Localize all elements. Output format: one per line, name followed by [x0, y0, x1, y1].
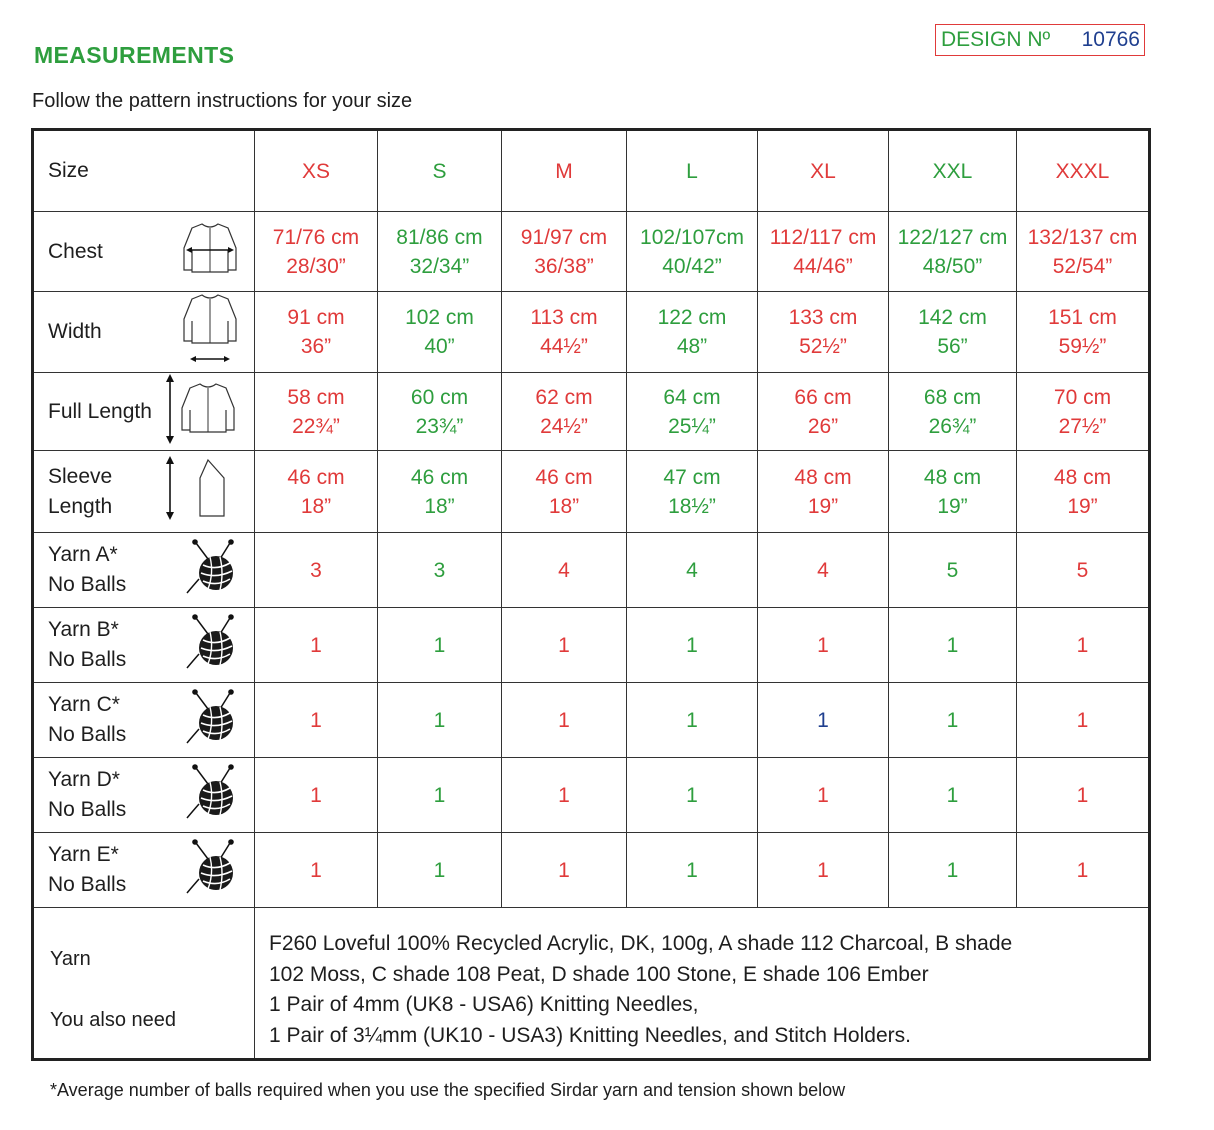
yarn-balls-value: 1 [627, 608, 758, 683]
row-label-cell [33, 833, 255, 908]
size-header-row [33, 130, 1150, 212]
yarn-balls-value: 1 [1017, 683, 1150, 758]
measurement-cell [502, 292, 627, 373]
yarn-balls-value: 1 [502, 758, 627, 833]
yarn-balls-value: 4 [627, 533, 758, 608]
yarn-balls-value: 5 [1017, 533, 1150, 608]
measurement-cell [627, 212, 758, 292]
measurement-value: 151 cm [1048, 306, 1117, 329]
size-header-xxxl: XXXL [1017, 130, 1150, 212]
footnote: *Average number of balls required when you use the specified Sirdar yarn and tension shown below [50, 1080, 846, 1100]
measurement-cell [378, 451, 502, 533]
measurement-value: 48 cm [794, 465, 852, 489]
row-label-line: Width [48, 320, 102, 343]
measurement-value: 47 cm [663, 465, 721, 489]
row-label-line: No Balls [48, 573, 127, 596]
row-label-line: Yarn A* [48, 543, 118, 566]
measurement-cell [255, 212, 378, 292]
measurement-value: 70 cm [1053, 385, 1112, 409]
yarn-details-label-cell [33, 908, 255, 1060]
measurement-cell [627, 373, 758, 451]
yarn-balls-value: 1 [627, 683, 758, 758]
measurement-value: 19” [1067, 494, 1098, 518]
size-header-xxl: XXL [889, 130, 1017, 212]
measurement-row-chest [33, 212, 1150, 292]
measurement-value: 133 cm [788, 306, 858, 329]
design-number-box [935, 24, 1145, 56]
measurement-value: 24½” [540, 414, 588, 438]
measurement-cell [502, 451, 627, 533]
yarn-balls-value: 5 [889, 533, 1017, 608]
measurement-value: 91 cm [287, 306, 345, 329]
yarn-balls-value: 1 [255, 833, 378, 908]
yarn-balls-value: 1 [889, 758, 1017, 833]
row-label [48, 690, 126, 750]
measurement-cell [889, 292, 1017, 373]
measurement-value: 19” [937, 494, 968, 518]
yarn-balls-value: 3 [255, 533, 378, 608]
yarn-balls-value: 1 [889, 833, 1017, 908]
yarn-balls-value: 1 [758, 683, 889, 758]
row-label-cell [33, 212, 255, 292]
row-label [48, 840, 126, 900]
size-header-l: L [627, 130, 758, 212]
row-label-line: No Balls [48, 648, 127, 671]
yarn-balls-value: 4 [758, 533, 889, 608]
yarn-balls-value: 1 [627, 833, 758, 908]
yarn-balls-value: 4 [502, 533, 627, 608]
yarn-details-line: 102 Moss, C shade 108 Peat, D shade 100 Stone, E shade 106 Ember [269, 962, 929, 986]
measurement-value: 48 cm [923, 465, 982, 489]
measurement-value: 64 cm [663, 385, 721, 409]
row-label-line: Length [48, 494, 113, 518]
size-header-xl: XL [758, 130, 889, 212]
row-label-line: No Balls [48, 798, 127, 821]
measurement-value: 46 cm [410, 465, 469, 489]
row-label [48, 765, 126, 825]
measurement-cell [1017, 373, 1150, 451]
row-label-line: No Balls [48, 723, 127, 746]
row-label-line: Sleeve [48, 464, 113, 488]
measurement-value: 68 cm [923, 385, 982, 409]
yarn-balls-value: 1 [1017, 833, 1150, 908]
yarn-ball-icon [184, 762, 242, 828]
design-label: DESIGN Nº [941, 28, 1051, 51]
measurement-value: 44/46” [793, 254, 853, 278]
yarn-balls-value: 1 [255, 608, 378, 683]
measurement-cell [889, 212, 1017, 292]
row-label-line: Yarn B* [48, 618, 119, 641]
chest-measure-icon [180, 220, 240, 284]
measurement-value: 27½” [1058, 414, 1107, 438]
row-label-line: Yarn D* [48, 768, 120, 791]
yarn-balls-row [33, 608, 1150, 683]
measurement-cell [378, 373, 502, 451]
row-label-cell [33, 373, 255, 451]
yarn-balls-value: 1 [627, 758, 758, 833]
measurement-cell [255, 373, 378, 451]
row-label-line: No Balls [48, 873, 127, 896]
measurement-value: 26” [807, 414, 839, 438]
measurement-value: 132/137 cm [1027, 225, 1138, 249]
measurement-cell [758, 212, 889, 292]
yarn-ball-icon [184, 537, 242, 603]
yarn-details-line: F260 Loveful 100% Recycled Acrylic, DK, 100g, A shade 112 Charcoal, B shade [269, 932, 1013, 955]
measurement-cell [758, 451, 889, 533]
measurement-value: 112/117 cm [769, 225, 877, 249]
yarn-balls-value: 1 [758, 758, 889, 833]
row-label-line: Yarn E* [48, 843, 119, 866]
measurement-cell [1017, 292, 1150, 373]
yarn-balls-value: 1 [889, 683, 1017, 758]
row-label-line: Chest [48, 239, 103, 263]
measurement-cell [889, 373, 1017, 451]
yarn-balls-value: 1 [1017, 758, 1150, 833]
yarn-details-line: 1 Pair of 3¼mm (UK10 - USA3) Knitting Needles, and Stitch Holders. [269, 1023, 911, 1047]
row-label-cell [33, 533, 255, 608]
measurement-value: 62 cm [535, 385, 593, 409]
measurement-value: 58 cm [287, 385, 345, 409]
yarn-balls-value: 1 [255, 683, 378, 758]
yarn-ball-icon [184, 687, 242, 753]
measurement-cell [1017, 451, 1150, 533]
measurement-value: 59½” [1058, 335, 1107, 358]
row-label-cell [33, 683, 255, 758]
measurement-row-full-length [33, 373, 1150, 451]
subtitle: Follow the pattern instructions for your size [32, 90, 413, 112]
design-number: 10766 [1081, 28, 1140, 51]
size-header-s: S [378, 130, 502, 212]
yarn-balls-value: 1 [502, 608, 627, 683]
row-label [48, 397, 152, 427]
yarn-balls-value: 1 [758, 608, 889, 683]
measurement-value: 48 cm [1053, 465, 1112, 489]
yarn-ball-icon [184, 612, 242, 678]
measurement-cell [255, 292, 378, 373]
yarn-balls-row [33, 683, 1150, 758]
yarn-balls-value: 1 [378, 683, 502, 758]
sleeve-measure-icon [162, 456, 240, 528]
measurement-value: 48/50” [922, 254, 983, 278]
measurement-value: 26¾” [928, 414, 977, 438]
row-label [48, 237, 103, 267]
yarn-balls-value: 1 [502, 833, 627, 908]
yarn-details-row [33, 908, 1150, 1060]
measurement-value: 19” [807, 494, 839, 518]
measurement-value: 18” [300, 494, 332, 518]
measurement-value: 32/34” [409, 254, 470, 278]
measurement-cell [758, 292, 889, 373]
measurement-cell [502, 373, 627, 451]
length-measure-icon [162, 372, 240, 452]
yarn-balls-row [33, 533, 1150, 608]
yarn-details-line: 1 Pair of 4mm (UK8 - USA6) Knitting Needles, [269, 993, 699, 1016]
yarn-balls-value: 1 [255, 758, 378, 833]
yarn-balls-row [33, 833, 1150, 908]
measurement-value: 81/86 cm [396, 225, 483, 249]
yarn-balls-value: 1 [378, 758, 502, 833]
measurement-value: 122/127 cm [897, 225, 1008, 249]
measurement-cell [627, 292, 758, 373]
yarn-balls-value: 1 [378, 833, 502, 908]
measurement-value: 48” [676, 335, 708, 358]
measurement-value: 40” [424, 335, 455, 358]
measurement-value: 18” [548, 494, 580, 518]
measurement-value: 46 cm [535, 465, 593, 489]
measurement-value: 66 cm [794, 385, 852, 409]
measurement-value: 22¾” [292, 414, 340, 438]
measurement-row-sleeve-length [33, 451, 1150, 533]
measurement-cell [627, 451, 758, 533]
measurement-cell [889, 451, 1017, 533]
row-label-cell [33, 608, 255, 683]
measurement-value: 52/54” [1052, 254, 1113, 278]
measurement-cell [378, 212, 502, 292]
measurement-value: 46 cm [287, 465, 345, 489]
measurement-cell [1017, 212, 1150, 292]
row-label-cell [33, 451, 255, 533]
measurement-value: 18½” [668, 494, 716, 518]
row-label-line: Full Length [48, 399, 152, 423]
page-title: MEASUREMENTS [34, 42, 235, 68]
measurement-value: 60 cm [410, 385, 469, 409]
measurement-value: 18” [424, 494, 455, 518]
measurement-value: 122 cm [657, 306, 727, 329]
size-header-xs: XS [255, 130, 378, 212]
measurement-value: 142 cm [918, 306, 987, 329]
also-need-label: You also need [50, 1009, 177, 1031]
measurement-value: 113 cm [530, 306, 598, 329]
size-label: Size [48, 159, 89, 182]
measurement-value: 44½” [540, 335, 588, 358]
yarn-ball-icon [184, 837, 242, 903]
yarn-balls-value: 1 [758, 833, 889, 908]
row-label-line: Yarn C* [48, 693, 120, 716]
row-label [48, 615, 126, 675]
yarn-balls-value: 1 [1017, 608, 1150, 683]
measurement-cell [502, 212, 627, 292]
measurement-cell [378, 292, 502, 373]
measurement-value: 71/76 cm [272, 225, 360, 249]
measurement-value: 23¾” [415, 414, 464, 438]
yarn-balls-row [33, 758, 1150, 833]
row-label-cell [33, 758, 255, 833]
measurement-value: 91/97 cm [520, 225, 608, 249]
yarn-label: Yarn [50, 948, 91, 970]
yarn-balls-value: 1 [502, 683, 627, 758]
measurements-table [31, 128, 1151, 1061]
size-header-m: M [502, 130, 627, 212]
size-label-cell [33, 130, 255, 212]
measurement-value: 36” [300, 335, 332, 358]
measurement-row-width [33, 292, 1150, 373]
measurement-value: 40/42” [662, 254, 722, 278]
measurement-value: 102 cm [405, 306, 474, 329]
yarn-details-text [255, 908, 1150, 1060]
row-label [48, 462, 112, 522]
measurement-value: 25¼” [668, 414, 716, 438]
row-label-cell [33, 292, 255, 373]
width-measure-icon [180, 291, 240, 373]
measurement-value: 36/38” [534, 254, 594, 278]
measurement-value: 52½” [799, 335, 847, 358]
measurement-cell [758, 373, 889, 451]
yarn-balls-value: 3 [378, 533, 502, 608]
yarn-balls-value: 1 [378, 608, 502, 683]
measurement-value: 56” [937, 335, 968, 358]
row-label [48, 317, 102, 347]
measurement-cell [255, 451, 378, 533]
yarn-balls-value: 1 [889, 608, 1017, 683]
measurement-value: 102/107cm [640, 225, 744, 249]
row-label [48, 540, 126, 600]
measurement-value: 28/30” [286, 254, 346, 278]
